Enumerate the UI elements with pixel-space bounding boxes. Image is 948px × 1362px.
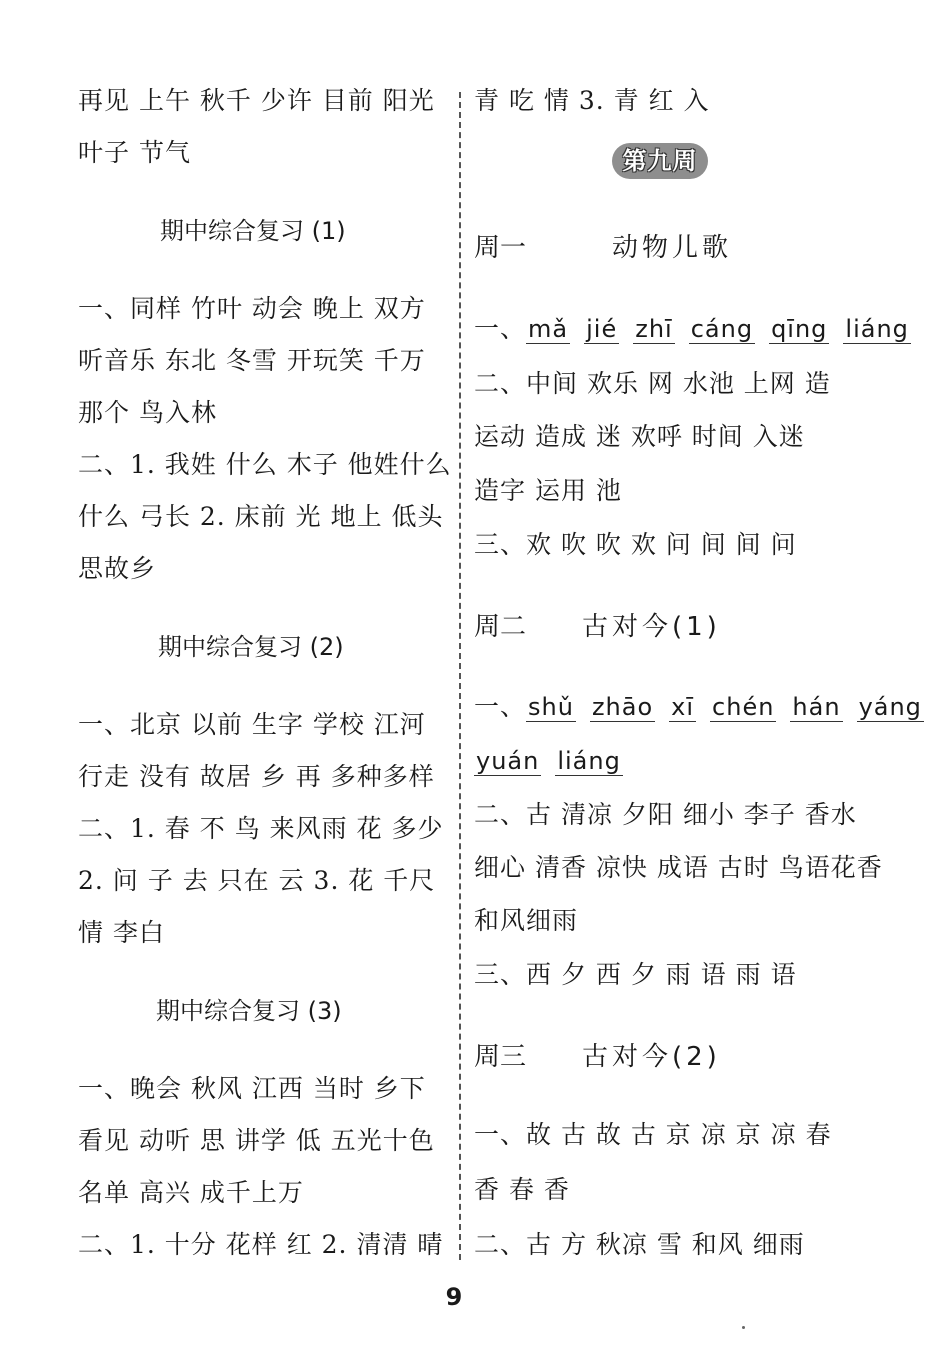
pinyin-answer: mǎ — [528, 315, 569, 343]
pinyin-answer: zhāo — [591, 693, 654, 721]
section-title: 期中综合复习 (1) — [160, 217, 346, 245]
answer-line: 听音乐 东北 冬雪 开玩笑 千万 — [78, 346, 426, 375]
pinyin-line — [474, 314, 925, 344]
day-label: 周三 — [474, 1042, 527, 1072]
answer-line: 2. 问 子 去 只在 云 3. 花 千尺 — [78, 866, 436, 895]
answer-line: 二、1. 我姓 什么 木子 他姓什么 — [78, 450, 452, 479]
answer-line: 再见 上午 秋千 少许 目前 阳光 — [78, 86, 435, 115]
answer-line: 什么 弓长 2. 床前 光 地上 低头 — [78, 502, 444, 531]
pinyin-answer: liáng — [845, 315, 909, 343]
item-prefix: 一、 — [474, 314, 527, 343]
answer-line: 行走 没有 故居 乡 再 多种多样 — [78, 762, 435, 791]
answer-line: 二、中间 欢乐 网 水池 上网 造 — [474, 369, 831, 398]
answer-line: 情 李白 — [78, 918, 165, 947]
answer-line: 三、欢 吹 吹 欢 问 间 间 问 — [474, 530, 797, 559]
answer-line: 细心 清香 凉快 成语 古时 鸟语花香 — [474, 853, 883, 882]
pinyin-answer: xī — [671, 693, 695, 721]
pinyin-answer: jié — [586, 315, 618, 343]
day-label: 周一 — [474, 233, 527, 263]
day-heading — [474, 232, 732, 264]
answer-line: 和风细雨 — [474, 906, 579, 935]
section-title: 期中综合复习 (2) — [158, 633, 344, 661]
answer-line: 名单 高兴 成千上万 — [78, 1178, 304, 1207]
page-number: 9 — [445, 1283, 463, 1311]
answer-line: 三、西 夕 西 夕 雨 语 雨 语 — [474, 960, 797, 989]
answer-line: 二、古 方 秋凉 雪 和风 细雨 — [474, 1230, 805, 1259]
answer-line: 那个 鸟入林 — [78, 398, 217, 427]
answer-line: 二、1. 春 不 鸟 来风雨 花 多少 — [78, 814, 444, 843]
item-prefix: 一、 — [474, 692, 527, 721]
answer-line: 青 吃 情 3. 青 红 入 — [474, 86, 710, 115]
answer-line: 思故乡 — [78, 554, 157, 583]
answer-line: 二、1. 十分 花样 红 2. 清清 晴 — [78, 1230, 444, 1259]
scan-speck — [742, 1326, 745, 1329]
answer-line: 运动 造成 迷 欢呼 时间 入迷 — [474, 422, 805, 451]
answer-line: 一、晚会 秋风 江西 当时 乡下 — [78, 1074, 426, 1103]
pinyin-line — [474, 692, 938, 722]
pinyin-answer: zhī — [635, 315, 673, 343]
day-label: 周二 — [474, 612, 527, 642]
pinyin-answer: chén — [712, 693, 775, 721]
pinyin-line — [474, 746, 637, 776]
answer-line: 二、古 清凉 夕阳 细小 李子 香水 — [474, 800, 857, 829]
answer-line: 叶子 节气 — [78, 138, 191, 167]
pinyin-answer: shǔ — [528, 693, 574, 721]
day-heading — [474, 611, 721, 643]
pinyin-answer: yuán — [476, 747, 540, 775]
answer-line: 看见 动听 思 讲学 低 五光十色 — [78, 1126, 435, 1155]
answer-line: 香 春 香 — [474, 1175, 570, 1204]
pinyin-answer: hán — [792, 693, 841, 721]
pinyin-answer: yáng — [858, 693, 922, 721]
lesson-title: 古对今(2) — [582, 1042, 721, 1072]
day-heading — [474, 1041, 721, 1073]
pinyin-answer: cáng — [690, 315, 754, 343]
pinyin-answer: liáng — [557, 747, 621, 775]
lesson-title: 动物儿歌 — [612, 233, 733, 263]
week-badge: 第九周 — [612, 143, 708, 179]
answer-line: 一、故 古 故 古 京 凉 京 凉 春 — [474, 1120, 832, 1149]
pinyin-answer: qīng — [771, 315, 828, 343]
section-title: 期中综合复习 (3) — [156, 997, 342, 1025]
answer-line: 造字 运用 池 — [474, 476, 622, 505]
column-divider — [459, 92, 461, 1260]
answer-line: 一、北京 以前 生字 学校 江河 — [78, 710, 426, 739]
lesson-title: 古对今(1) — [582, 612, 721, 642]
answer-line: 一、同样 竹叶 动会 晚上 双方 — [78, 294, 426, 323]
